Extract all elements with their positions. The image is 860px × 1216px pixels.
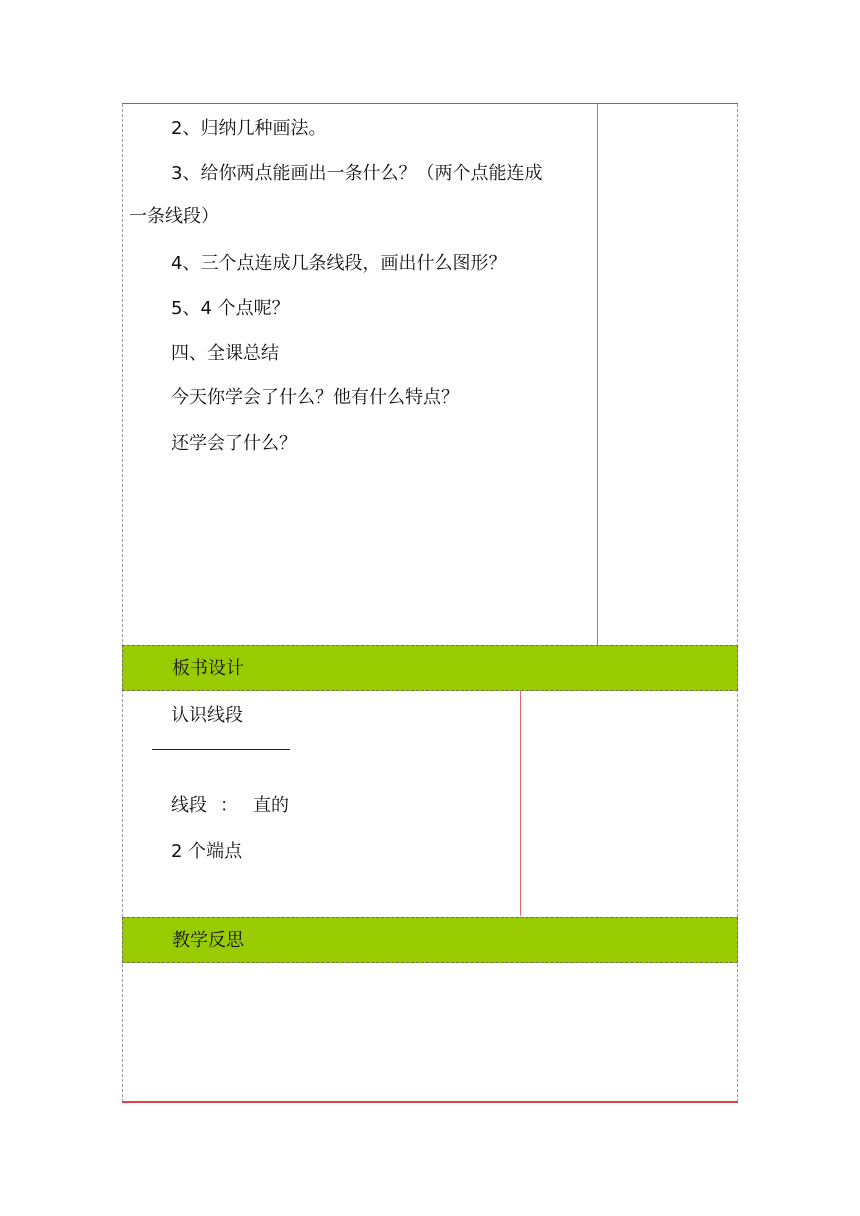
lesson-line-1: 2、归纳几种画法。 [171,118,327,139]
definition-colon: ： [220,795,238,816]
board-title: 认识线段 [171,705,243,726]
column-divider-upper [597,104,598,645]
line-segment-drawing [152,749,290,750]
lesson-line-8: 还学会了什么？ [171,433,297,454]
board-design-band [122,645,738,691]
lesson-line-5: 5、4 个点呢？ [171,298,290,319]
lesson-line-2: 3、给你两点能画出一条什么？（两个点能连成 [171,163,543,184]
lesson-line-3: 一条线段） [129,206,219,227]
definition-value: 直的 [253,795,289,816]
lesson-line-7: 今天你学会了什么？他有什么特点？ [171,387,459,408]
column-divider-middle [520,691,521,916]
lesson-line-6: 四、全课总结 [171,343,279,364]
board-design-heading: 板书设计 [172,658,244,679]
lesson-line-4: 4、三个点连成几条线段，画出什么图形？ [171,253,507,274]
table-bottom-rule [122,1101,738,1103]
definition-term: 线段 [171,795,207,816]
table-top-rule [122,103,738,104]
reflection-band [122,917,738,963]
reflection-heading: 教学反思 [172,930,244,951]
endpoints-note: 2 个端点 [171,841,243,862]
